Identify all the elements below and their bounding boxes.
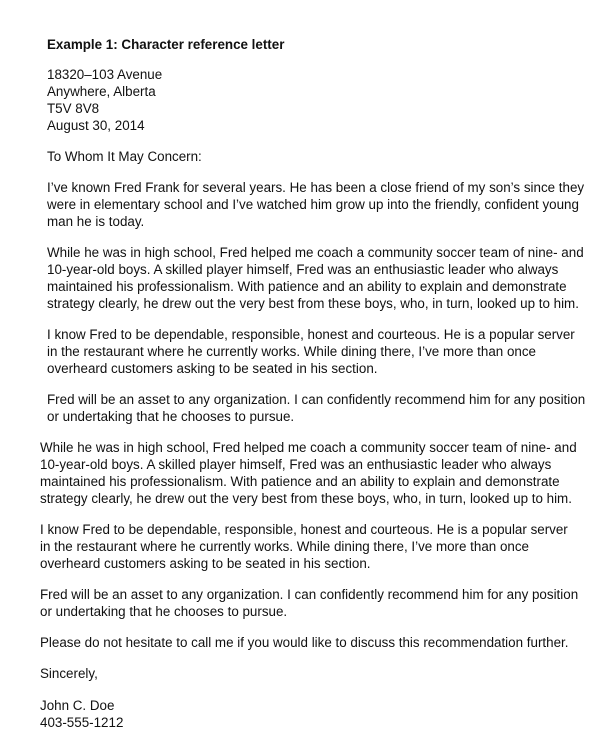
- salutation: To Whom It May Concern:: [47, 149, 202, 164]
- closing: Sincerely,: [40, 666, 98, 681]
- letter-date: August 30, 2014: [47, 118, 145, 133]
- signature: [40, 697, 580, 730]
- signature-name: John C. Doe: [40, 698, 115, 713]
- signature-phone: 403-555-1212: [40, 715, 124, 730]
- document-title: Example 1: Character reference letter: [47, 37, 285, 52]
- paragraph: Fred will be an asset to any organization. I can confidently recommend him for any position or undertaking that he chooses to pursue.: [40, 587, 579, 619]
- paragraph: Fred will be an asset to any organization. I can confidently recommend him for any position or undertaking that he chooses to pursue.: [47, 392, 586, 424]
- letter-page-bottom: [0, 434, 600, 730]
- address-line: T5V 8V8: [47, 101, 100, 116]
- paragraph: Please do not hesitate to call me if you would like to discuss this recommendation further.: [40, 635, 569, 650]
- sender-address: [47, 66, 587, 134]
- paragraph: While he was in high school, Fred helped me coach a community soccer team of nine- and 10-year-old boys. A skilled player himself, Fred was an enthusiastic leader who always maintained his professionalism. With patience and an ability to explain and demonstrate strategy clearly, he drew out the very best from these boys, who, in turn, looked up to him.: [47, 245, 584, 311]
- paragraph: I’ve known Fred Frank for several years. He has been a close friend of my son’s since they were in elementary school and I’ve watched him grow up into the friendly, confident young man he is today.: [47, 180, 585, 229]
- address-line: Anywhere, Alberta: [47, 84, 156, 99]
- paragraph: I know Fred to be dependable, responsible, honest and courteous. He is a popular server in the restaurant where he currently works. While dining there, I’ve more than once overheard customers asking to be seated in his section.: [47, 327, 575, 376]
- paragraph: While he was in high school, Fred helped me coach a community soccer team of nine- and 10-year-old boys. A skilled player himself, Fred was an enthusiastic leader who always maintained his professionalism. With patience and an ability to explain and demonstrate strategy clearly, he drew out the very best from these boys, who, in turn, looked up to him.: [40, 440, 577, 506]
- address-line: 18320–103 Avenue: [47, 67, 163, 82]
- paragraph: I know Fred to be dependable, responsible, honest and courteous. He is a popular server in the restaurant where he currently works. While dining there, I’ve more than once overheard customers asking to be seated in his section.: [40, 522, 568, 571]
